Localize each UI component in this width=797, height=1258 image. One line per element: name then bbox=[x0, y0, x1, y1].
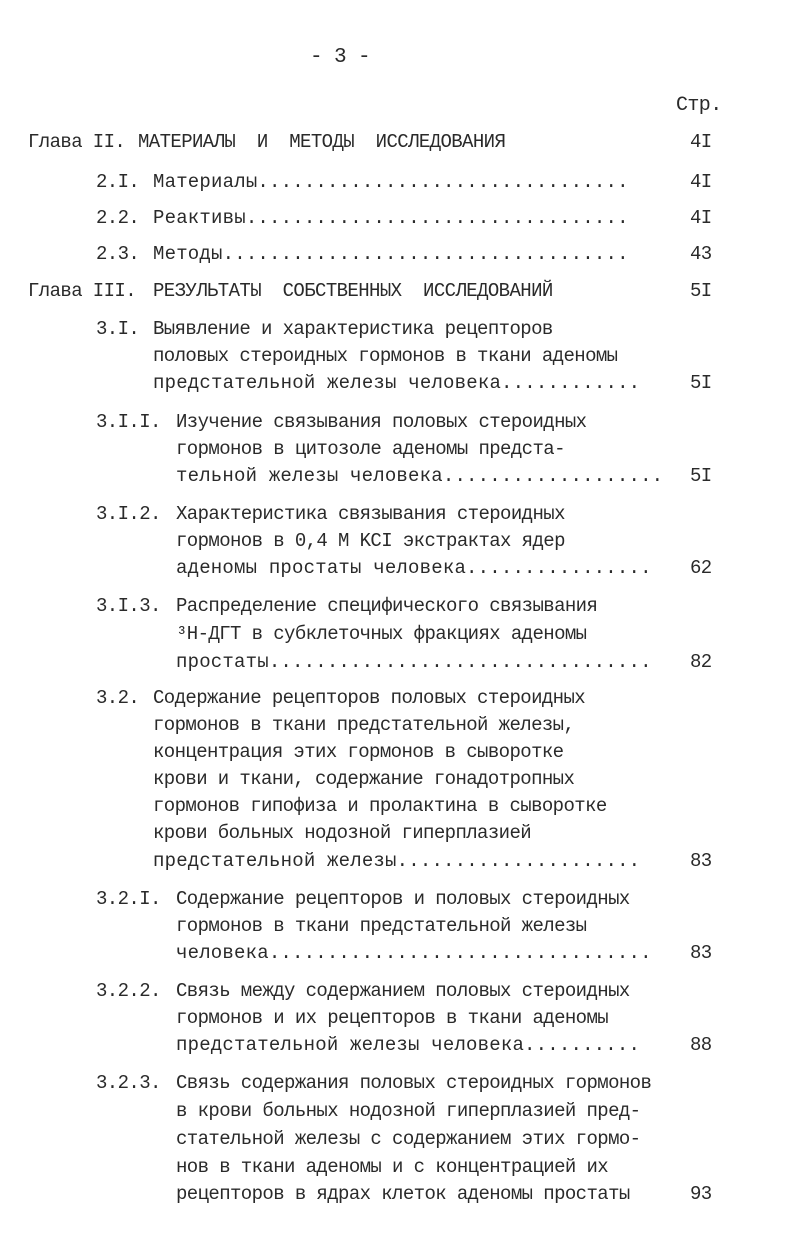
toc-number: 2.3. bbox=[96, 243, 140, 265]
toc-title: Содержание рецепторов и половых стероидных bbox=[176, 888, 630, 910]
toc-page: 83 bbox=[690, 942, 712, 964]
toc-page: 4I bbox=[690, 171, 712, 193]
toc-title: Связь между содержанием половых стероидных bbox=[176, 980, 630, 1002]
toc-title: крови и ткани, содержание гонадотропных bbox=[153, 768, 575, 790]
toc-number: Глава II. bbox=[28, 131, 126, 153]
toc-number: Глава III. bbox=[28, 280, 137, 302]
toc-number: 3.I.I. bbox=[96, 411, 161, 433]
toc-title: гормонов в ткани предстательной железы bbox=[176, 915, 587, 937]
toc-title: Методы................................... bbox=[153, 243, 629, 265]
toc-title: рецепторов в ядрах клеток аденомы простаты bbox=[176, 1183, 630, 1205]
toc-number: 3.2.2. bbox=[96, 980, 161, 1002]
toc-number: 3.I.2. bbox=[96, 503, 161, 525]
toc-page: 43 bbox=[690, 243, 712, 265]
toc-number: 3.I.3. bbox=[96, 595, 161, 617]
toc-title: тельной железы человека................... bbox=[176, 465, 664, 487]
toc-title: концентрация этих гормонов в сыворотке bbox=[153, 741, 564, 763]
toc-page: 88 bbox=[690, 1034, 712, 1056]
toc-title: Распределение специфического связывания bbox=[176, 595, 598, 617]
toc-title: нов в ткани аденомы и с концентрацией их bbox=[176, 1156, 609, 1178]
toc-page: 5I bbox=[690, 372, 712, 394]
toc-title: гормонов в 0,4 М KCI экстрактах ядер bbox=[176, 530, 565, 552]
toc-title: гормонов гипофиза и пролактина в сыворотке bbox=[153, 795, 607, 817]
toc-page: 62 bbox=[690, 557, 712, 579]
toc-title: гормонов в цитозоле аденомы предста- bbox=[176, 438, 565, 460]
toc-title: Реактивы................................. bbox=[153, 207, 629, 229]
toc-page: 83 bbox=[690, 850, 712, 872]
toc-page: 4I bbox=[690, 131, 712, 153]
toc-number: 3.2. bbox=[96, 687, 140, 709]
toc-title: стательной железы с содержанием этих гормо- bbox=[176, 1128, 641, 1150]
toc-title: простаты................................. bbox=[176, 651, 652, 673]
toc-title: Материалы................................ bbox=[153, 171, 629, 193]
toc-number: 3.2.I. bbox=[96, 888, 161, 910]
toc-title: половых стероидных гормонов в ткани аденомы bbox=[153, 345, 618, 367]
toc-title: Характеристика связывания стероидных bbox=[176, 503, 565, 525]
toc-number: 2.I. bbox=[96, 171, 140, 193]
toc-page: 4I bbox=[690, 207, 712, 229]
toc-number: 3.2.3. bbox=[96, 1072, 161, 1094]
toc-title: МАТЕРИАЛЫ И МЕТОДЫ ИССЛЕДОВАНИЯ bbox=[138, 131, 506, 153]
toc-page: 5I bbox=[690, 465, 712, 487]
page-number: - 3 - bbox=[309, 46, 370, 69]
toc-title: крови больных нодозной гиперплазией bbox=[153, 822, 532, 844]
toc-title: предстательной железы человека.......... bbox=[176, 1034, 641, 1056]
toc-page: 5I bbox=[690, 280, 712, 302]
toc-title: Выявление и характеристика рецепторов bbox=[153, 318, 553, 340]
toc-title: предстательной железы человека............ bbox=[153, 372, 641, 394]
toc-page: 82 bbox=[690, 651, 712, 673]
toc-title: в крови больных нодозной гиперплазией пред- bbox=[176, 1100, 641, 1122]
toc-title: РЕЗУЛЬТАТЫ СОБСТВЕННЫХ ИССЛЕДОВАНИЙ bbox=[153, 280, 553, 302]
toc-title: Содержание рецепторов половых стероидных bbox=[153, 687, 586, 709]
page-column-label: Стр. bbox=[676, 94, 722, 117]
toc-title: предстательной железы..................... bbox=[153, 850, 641, 872]
toc-title: гормонов в ткани предстательной железы, bbox=[153, 714, 575, 736]
toc-title: Изучение связывания половых стероидных bbox=[176, 411, 587, 433]
toc-number: 3.I. bbox=[96, 318, 140, 340]
toc-page: 93 bbox=[690, 1183, 712, 1205]
toc-title: Связь содержания половых стероидных гормонов bbox=[176, 1072, 652, 1094]
toc-title: ³Н-ДГТ в субклеточных фракциях аденомы bbox=[176, 623, 587, 645]
toc-title: человека................................. bbox=[176, 942, 652, 964]
toc-number: 2.2. bbox=[96, 207, 140, 229]
toc-title: аденомы простаты человека................ bbox=[176, 557, 652, 579]
toc-title: гормонов и их рецепторов в ткани аденомы bbox=[176, 1007, 609, 1029]
